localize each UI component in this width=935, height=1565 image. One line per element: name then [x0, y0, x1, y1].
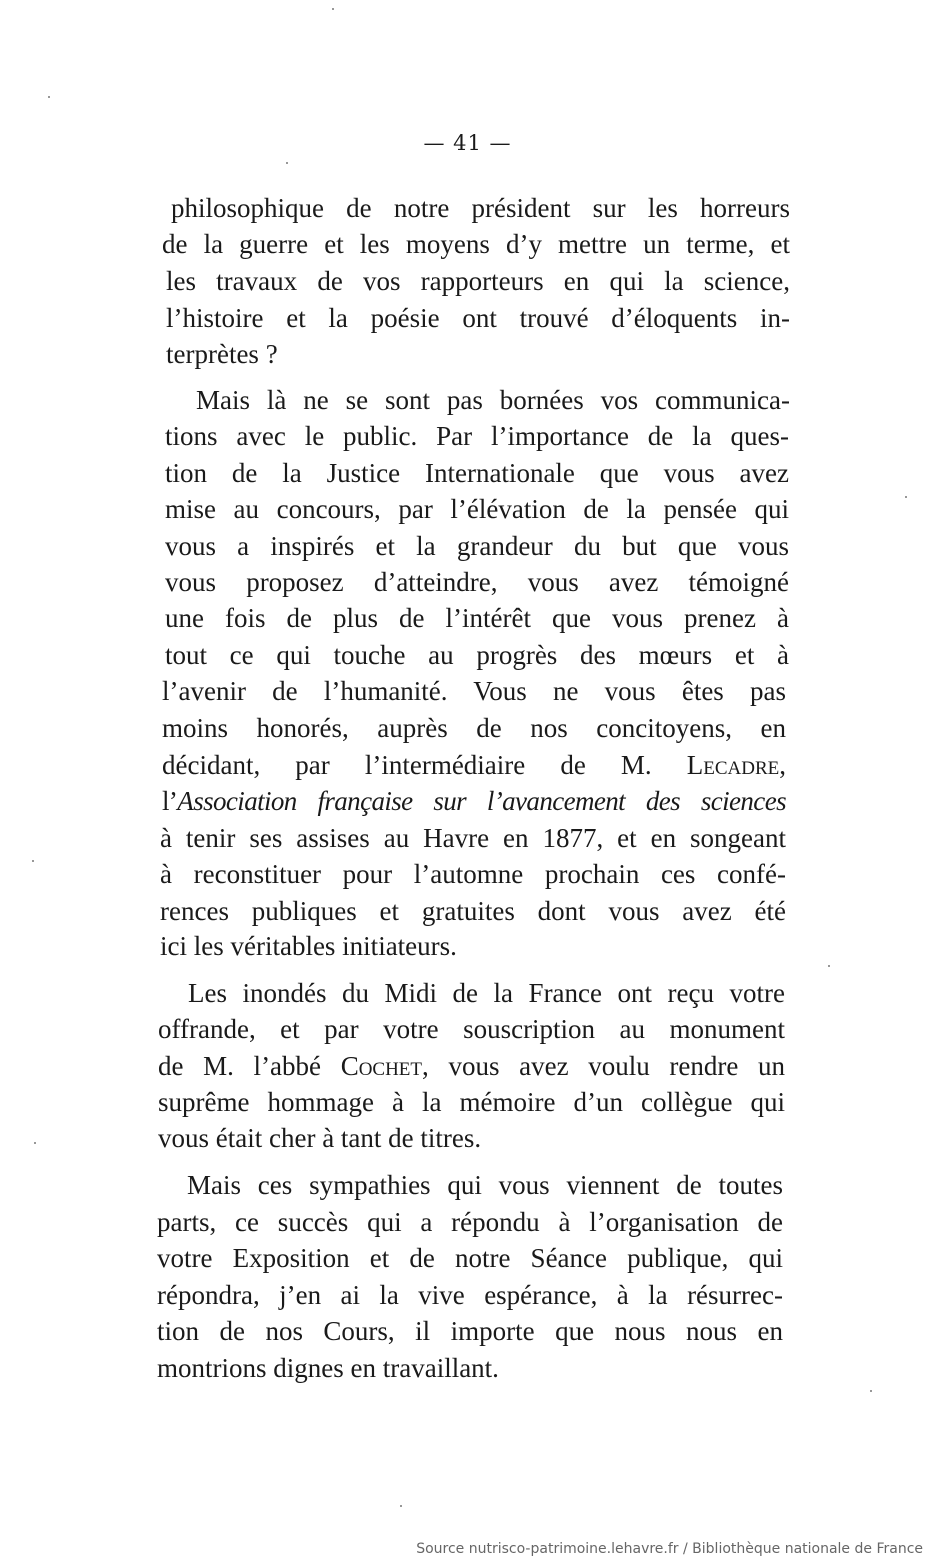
text-line: l’histoire et la poésie ont trouvé d’éloquents in-	[166, 303, 790, 333]
text-line: mise au concours, par l’élévation de la pensée qui	[165, 494, 789, 524]
scan-speck	[828, 965, 830, 967]
text-line	[162, 748, 786, 782]
scan-speck	[332, 8, 334, 10]
text-line: à reconstituer pour l’automne prochain ces confé-	[160, 859, 786, 889]
text-line: philosophique de notre président sur les horreurs	[171, 193, 790, 223]
source-attribution: Source nutrisco-patrimoine.lehavre.fr / Bibliothèque nationale de France	[416, 1541, 923, 1557]
name-cochet: Cochet	[340, 1051, 423, 1081]
text-span: décidant, par l’intermédiaire de M.	[162, 750, 687, 780]
page-number: — 41 —	[423, 131, 512, 155]
text-line: suprême hommage à la mémoire d’un collègue qui	[158, 1087, 785, 1117]
text-line: ici les véritables initiateurs.	[160, 931, 457, 961]
text-line: vous était cher à tant de titres.	[158, 1123, 482, 1153]
text-line: tions avec le public. Par l’importance de la ques-	[165, 421, 789, 451]
text-line: tion de nos Cours, il importe que nous nous en	[157, 1316, 783, 1346]
scan-speck	[32, 860, 34, 862]
text-line: répondra, j’en ai la vive espérance, à la résurrec-	[157, 1280, 783, 1310]
text-span: , vous avez voulu rendre un	[422, 1051, 785, 1081]
text-line: l’avenir de l’humanité. Vous ne vous êtes pas	[162, 676, 786, 706]
text-line: de la guerre et les moyens d’y mettre un terme, et	[162, 229, 790, 259]
text-line: parts, ce succès qui a répondu à l’organisation de	[157, 1207, 783, 1237]
text-line: tout ce qui touche au progrès des mœurs et à	[165, 640, 789, 670]
text-line: votre Exposition et de notre Séance publique, qui	[157, 1243, 783, 1273]
text-line: Mais là ne se sont pas bornées vos communica-	[196, 385, 790, 415]
text-span: de M. l’abbé	[158, 1051, 341, 1081]
text-line: les travaux de vos rapporteurs en qui la science,	[166, 266, 790, 296]
scan-speck	[48, 96, 50, 98]
text-line: tion de la Justice Internationale que vous avez	[165, 458, 789, 488]
text-line: vous a inspirés et la grandeur du but que vous	[165, 531, 789, 561]
text-line: terprètes ?	[166, 339, 278, 369]
text-line: vous proposez d’atteindre, vous avez témoigné	[165, 567, 789, 597]
text-line	[158, 1049, 785, 1083]
text-line: à tenir ses assises au Havre en 1877, et en songeant	[160, 823, 786, 853]
scan-speck	[905, 496, 907, 498]
text-line: offrande, et par votre souscription au monument	[158, 1014, 785, 1044]
text-line: moins honorés, auprès de nos concitoyens, en	[162, 713, 786, 743]
text-line	[162, 784, 786, 818]
name-lecadre: Lecadre	[686, 750, 780, 780]
text-line: une fois de plus de l’intérêt que vous prenez à	[165, 603, 789, 633]
text-line: Mais ces sympathies qui vous viennent de toutes	[187, 1170, 783, 1200]
association-title: Association française sur l’avancement des sciences	[177, 786, 786, 816]
text-line: montrions dignes en travaillant.	[157, 1353, 499, 1383]
text-span: l’	[162, 786, 178, 816]
scan-speck	[286, 162, 288, 164]
scan-speck	[34, 1142, 36, 1144]
scan-speck	[400, 1505, 402, 1507]
text-span: ,	[779, 750, 786, 780]
scan-speck	[870, 1390, 872, 1392]
text-line: rences publiques et gratuites dont vous avez été	[160, 896, 786, 926]
text-line: Les inondés du Midi de la France ont reçu votre	[188, 978, 785, 1008]
